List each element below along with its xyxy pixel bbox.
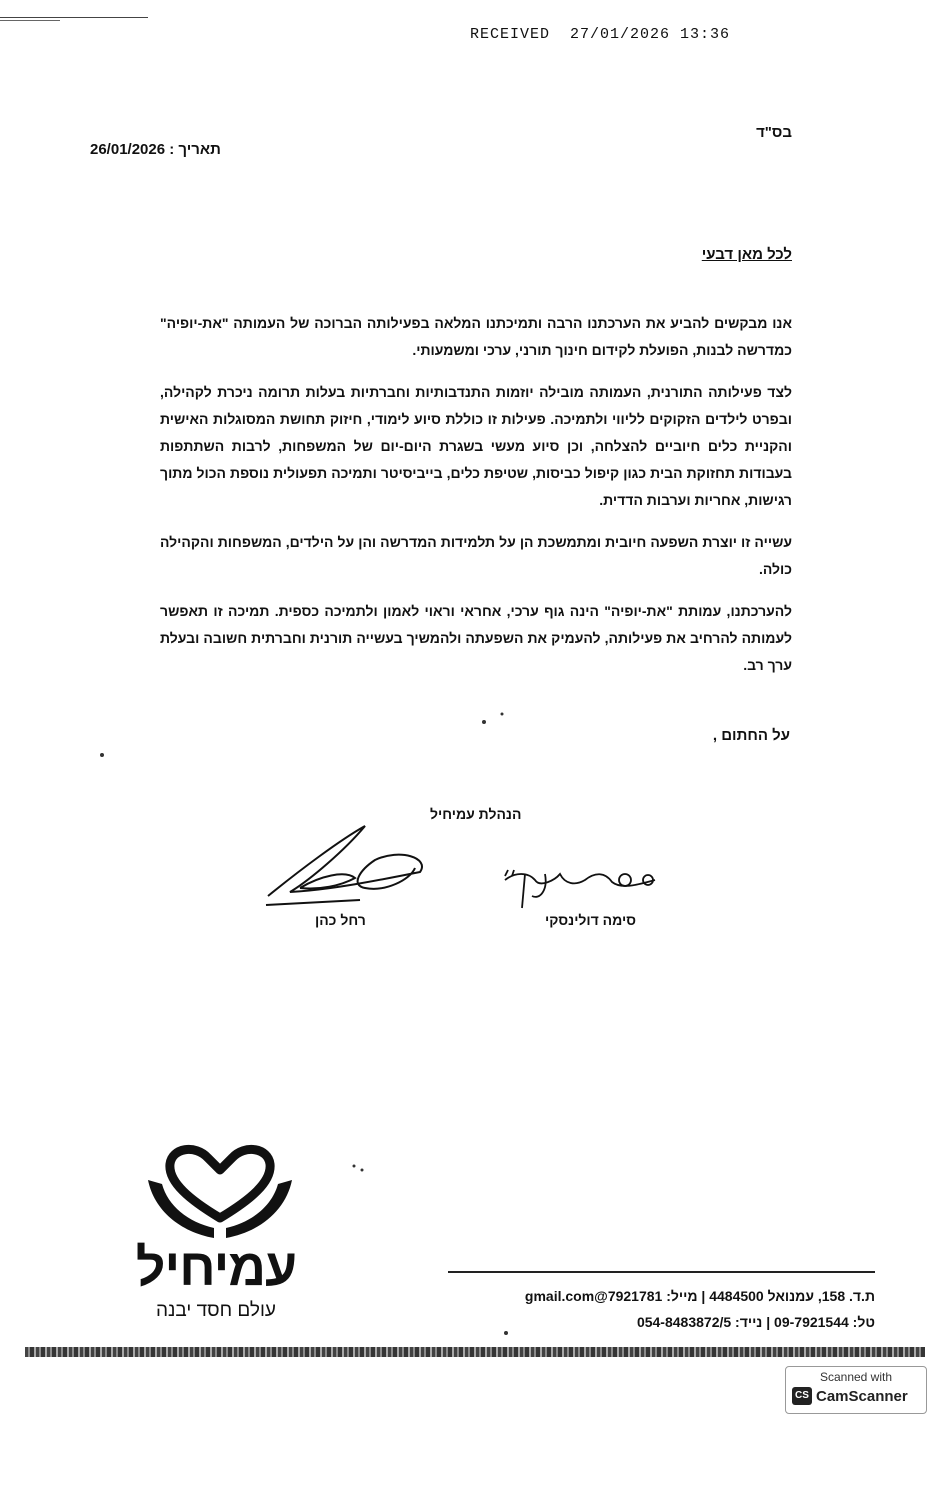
organization-logo-name: עמיחיל [135, 1239, 297, 1297]
scan-noise-band [25, 1347, 925, 1357]
signature-sima-dolinsky [505, 870, 655, 908]
paragraph-2: לצד פעילותה התורנית, העמותה מובילה יוזמות התנדבותיות וחברתיות בעלות תרומה ניכרת לקהילה, ובפרט לילדים הזקוקים לליווי ולתמיכה. פעילות זו כוללת סיוע לימודי, חיזוק תחושת המסוגלות האישית והקניית כלים חיוביים להצלחה, וכן סיוע מעשי בשגרת היום-יום של המשפחות, לרבות השתתפות בעבודות תחזוקת הבית כגון קיפול כביסות, שטיפת כלים, בייביסיטר ותמיכה תפעולית נוספת הכול מתוך רגישות, אחריות וערבות הדדית. [160, 384, 792, 508]
signature-rachel-cohen [266, 826, 422, 905]
closing-line: על החתום , [712, 727, 790, 744]
letter-date: תאריך : 26/01/2026 [90, 141, 221, 158]
paragraph-1: אנו מבקשים להביע את הערכתנו הרבה ותמיכתנו המלאה בפעילותה הברוכה של העמותה "את-יופיה" כמדרשה לבנות, הפועלת לקידום חינוך תורני, ערכי ומשמעותי. [160, 315, 792, 358]
letter-addressee: לכל מאן דבעי [701, 246, 792, 263]
footer-contact-line-2: טל: 09-7921544 | נייד: 054-8483872/5 [636, 1314, 875, 1330]
management-title: הנהלת עמיחיל [430, 806, 522, 822]
signatory-name-2: רחל כהן [315, 912, 366, 928]
camscanner-brand [792, 1387, 922, 1405]
signatory-name-1: סימה דולינסקי [545, 912, 637, 928]
bsd-mark: בס"ד [756, 124, 792, 141]
camscanner-badge [785, 1366, 927, 1414]
footer-contact-line-1: ת.ד. 158, עמנואל 4484500 | מייל: 7921781@gmail.com [524, 1288, 875, 1304]
organization-tagline: עולם חסד יבנה [156, 1300, 276, 1321]
camscanner-icon: CS [792, 1387, 812, 1405]
paragraph-3: עשייה זו יוצרת השפעה חיובית ומתמשכת הן על תלמידות המדרשה והן על הילדים, המשפחות והקהילה כולה. [160, 534, 792, 577]
camscanner-label: CamScanner [816, 1387, 908, 1405]
paragraph-4: להערכתנו, עמותת "את-יופיה" הינה גוף ערכי, אחראי וראוי לאמון ולתמיכה כספית. תמיכה זו תאפשר לעמותה להרחיב את פעילותה, להעמיק את השפעתה ולהמשיך בעשייה תורנית וחברתית חשובה ובעלת ערך רב. [160, 603, 792, 673]
camscanner-caption: Scanned with [819, 1370, 893, 1384]
heart-hands-icon [140, 1140, 300, 1245]
footer-rule [448, 1271, 875, 1273]
fax-received-stamp: RECEIVED 27/01/2026 13:36 [470, 26, 731, 43]
